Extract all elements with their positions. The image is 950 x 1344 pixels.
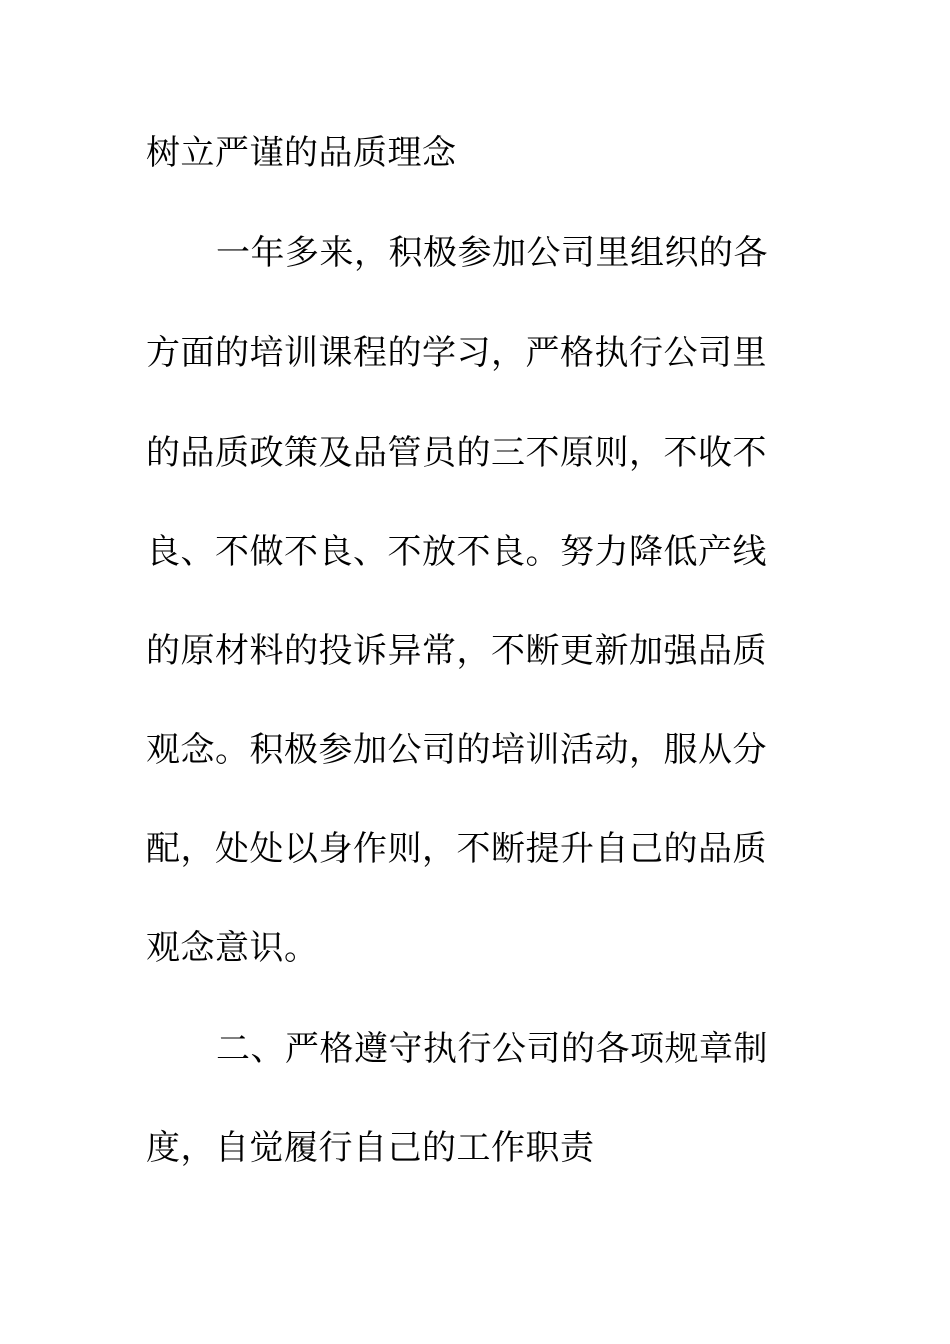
paragraph-line: 良、不做不良、不放不良。努力降低产线 — [146, 532, 767, 572]
paragraph-line: 配，处处以身作则，不断提升自己的品质 — [146, 829, 767, 869]
section-heading-line: 度，自觉履行自己的工作职责 — [146, 1128, 595, 1168]
section-heading-line: 二、严格遵守执行公司的各项规章制 — [216, 1029, 768, 1069]
paragraph-line: 的原材料的投诉异常，不断更新加强品质 — [146, 631, 767, 671]
paragraph-line: 的品质政策及品管员的三不原则，不收不 — [146, 433, 767, 473]
paragraph-line: 方面的培训课程的学习，严格执行公司里 — [146, 333, 767, 373]
paragraph-line: 观念。积极参加公司的培训活动，服从分 — [146, 730, 767, 770]
section-heading: 树立严谨的品质理念 — [146, 133, 457, 173]
paragraph-line: 观念意识。 — [146, 928, 319, 968]
paragraph-line: 一年多来，积极参加公司里组织的各 — [216, 233, 768, 273]
